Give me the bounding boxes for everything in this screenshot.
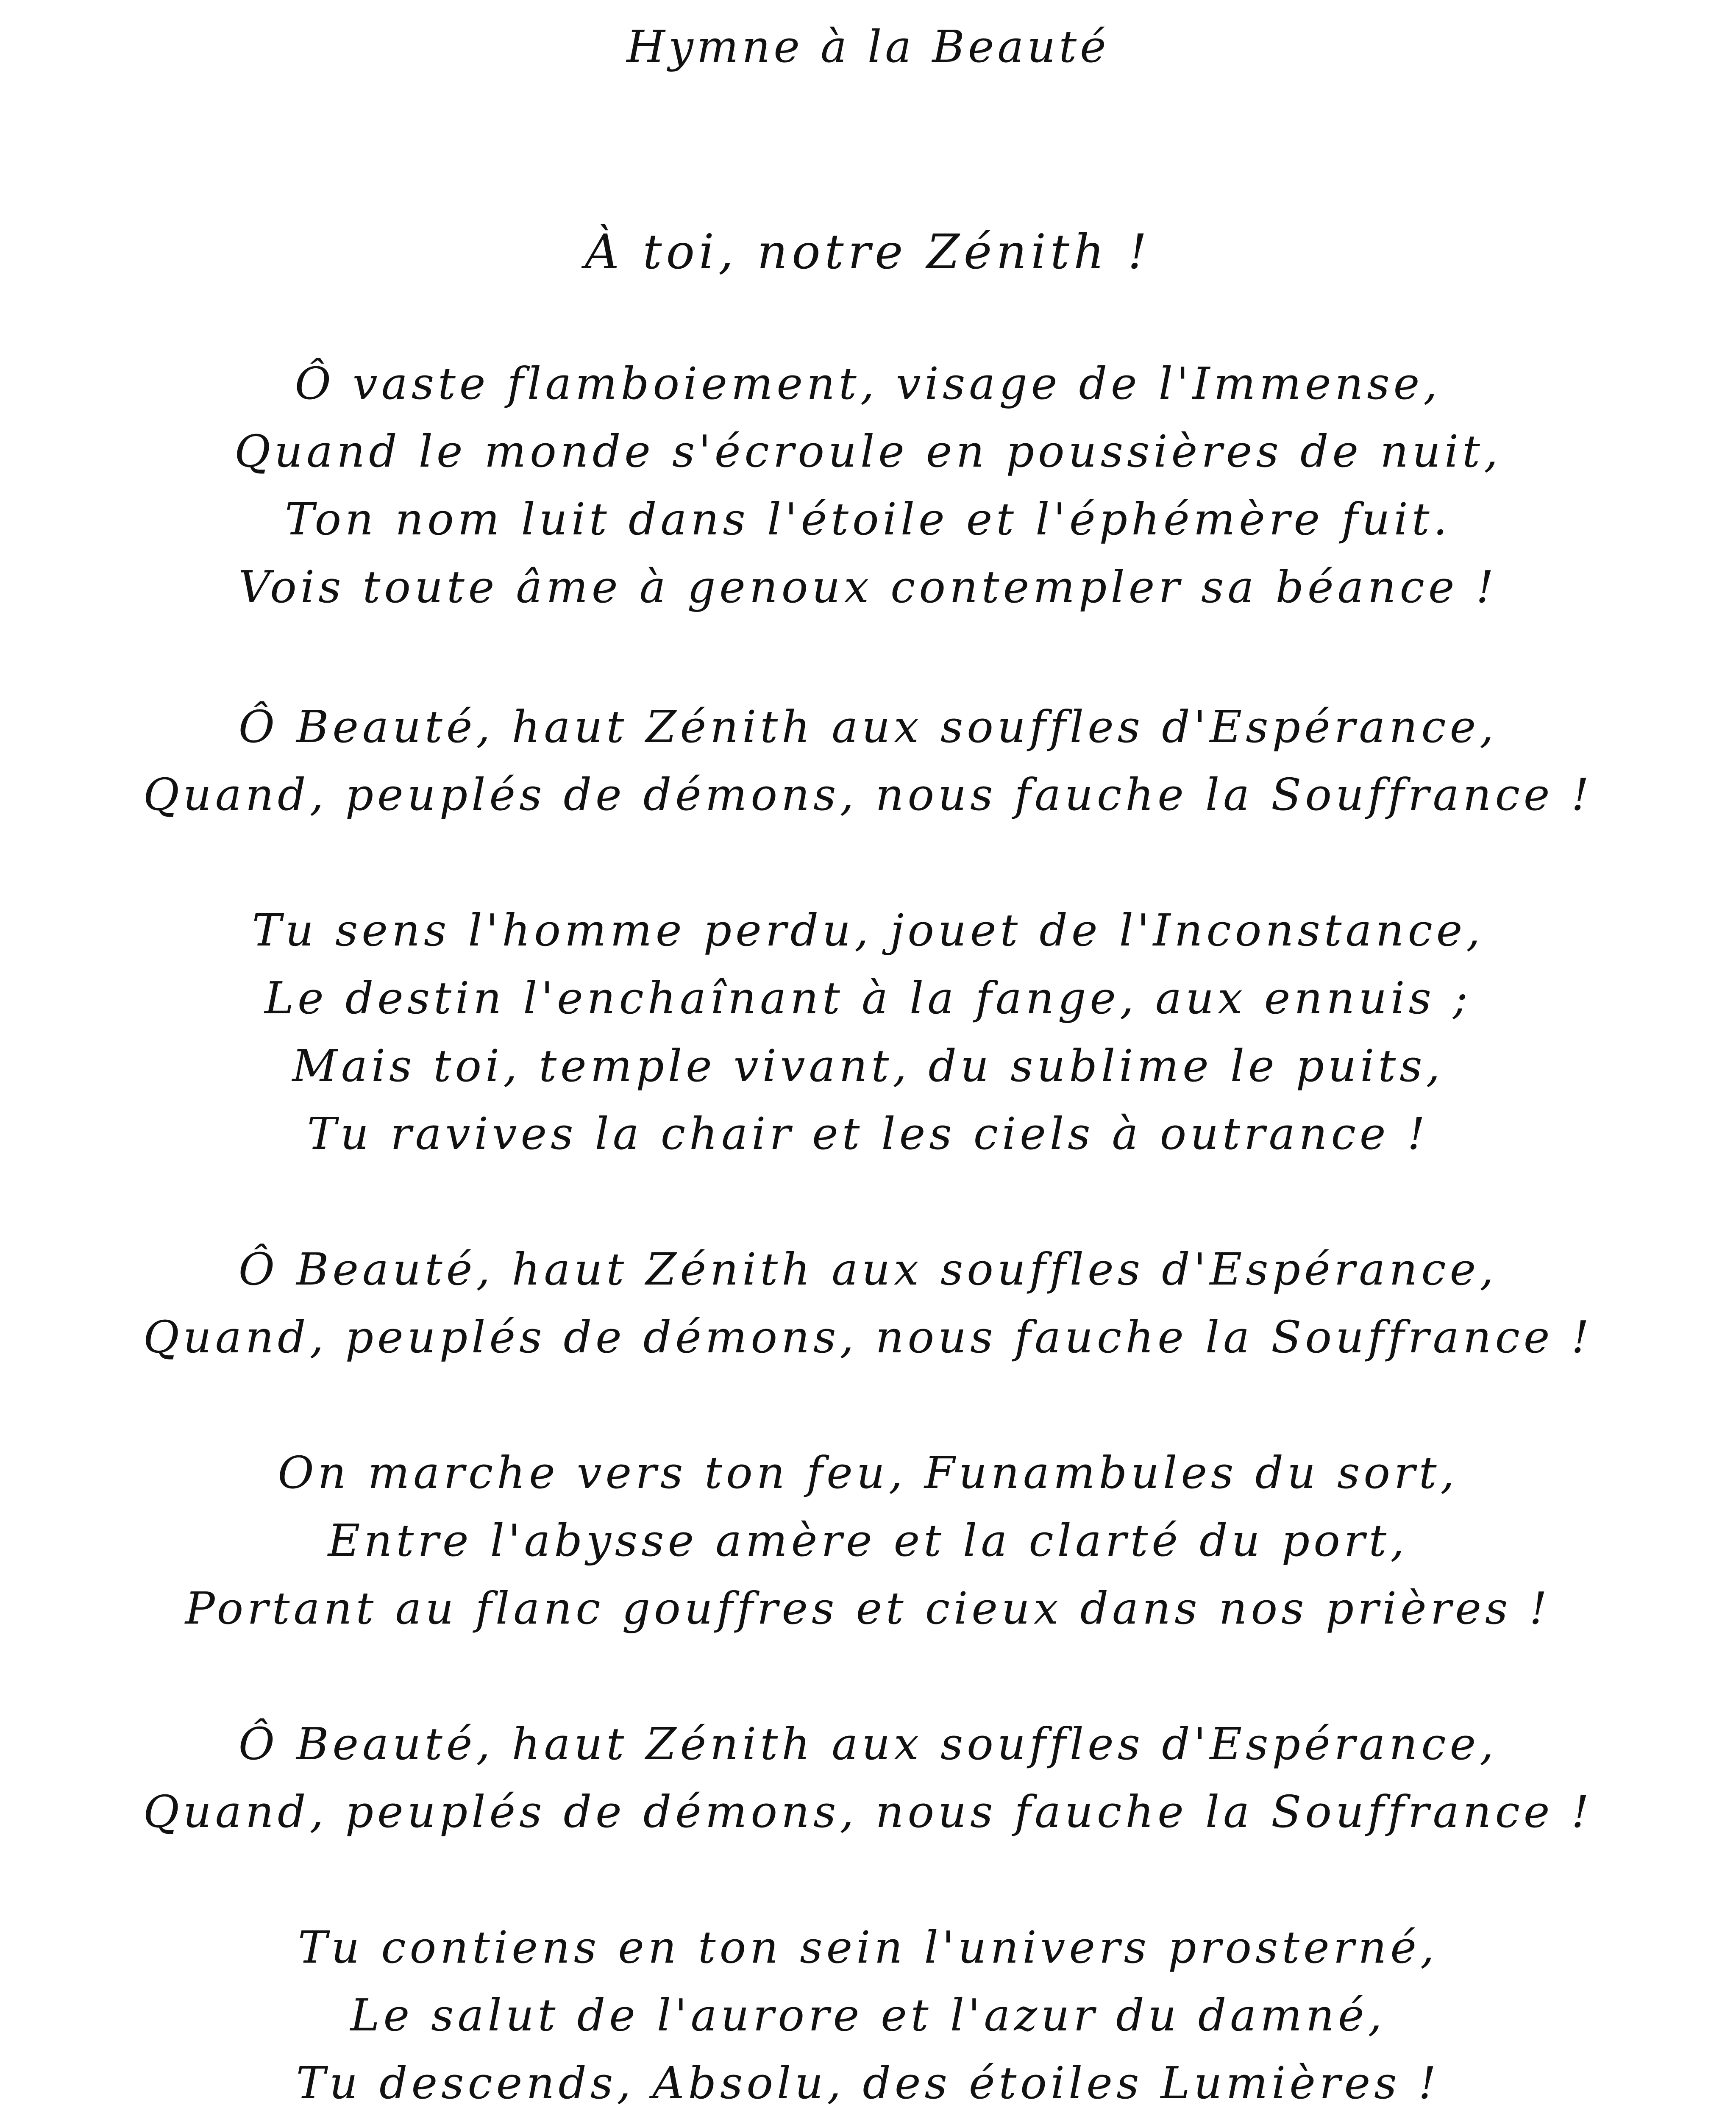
poem-line: Quand, peuplés de démons, nous fauche la Souffrance ! [143,769,1593,820]
poem-line: Tu sens l'homme perdu, jouet de l'Inconstance, [252,904,1484,956]
poem-line: Le destin l'enchaînant à la fange, aux ennuis ; [264,972,1472,1024]
poem-line: Vois toute âme à genoux contempler sa béance ! [238,561,1498,613]
poem-line: Entre l'abysse amère et la clarté du port, [328,1515,1408,1566]
poem-line: Quand le monde s'écroule en poussières de nuit, [234,425,1502,477]
poem-line: Mais toi, temple vivant, du sublime le puits, [292,1040,1444,1092]
poem-line: Tu contiens en ton sein l'univers prosterné, [298,1922,1438,1973]
poem-line: Portant au flanc gouffres et cieux dans nos prières ! [185,1582,1551,1634]
poem-dedication: À toi, notre Zénith ! [585,225,1151,280]
poem-line: Ô Beauté, haut Zénith aux souffles d'Espérance, [238,1243,1498,1295]
poem-line: Quand, peuplés de démons, nous fauche la Souffrance ! [143,1786,1593,1838]
poem-line: Tu descends, Absolu, des étoiles Lumières ! [296,2057,1440,2109]
poem-line: Ton nom luit dans l'étoile et l'éphémère fuit. [285,493,1451,545]
poem-line: Ô vaste flamboiement, visage de l'Immense, [295,358,1441,409]
poem-line: Tu ravives la chair et les ciels à outrance ! [307,1108,1429,1160]
poem-title: Hymne à la Beauté [626,21,1110,72]
poem-line: Ô Beauté, haut Zénith aux souffles d'Espérance, [238,1718,1498,1770]
poem-line: Quand, peuplés de démons, nous fauche la Souffrance ! [143,1311,1593,1363]
poem-line: Le salut de l'aurore et l'azur du damné, [350,1989,1386,2041]
poem-line: Ô Beauté, haut Zénith aux souffles d'Espérance, [238,701,1498,753]
poem-line: On marche vers ton feu, Funambules du sort, [278,1447,1458,1499]
